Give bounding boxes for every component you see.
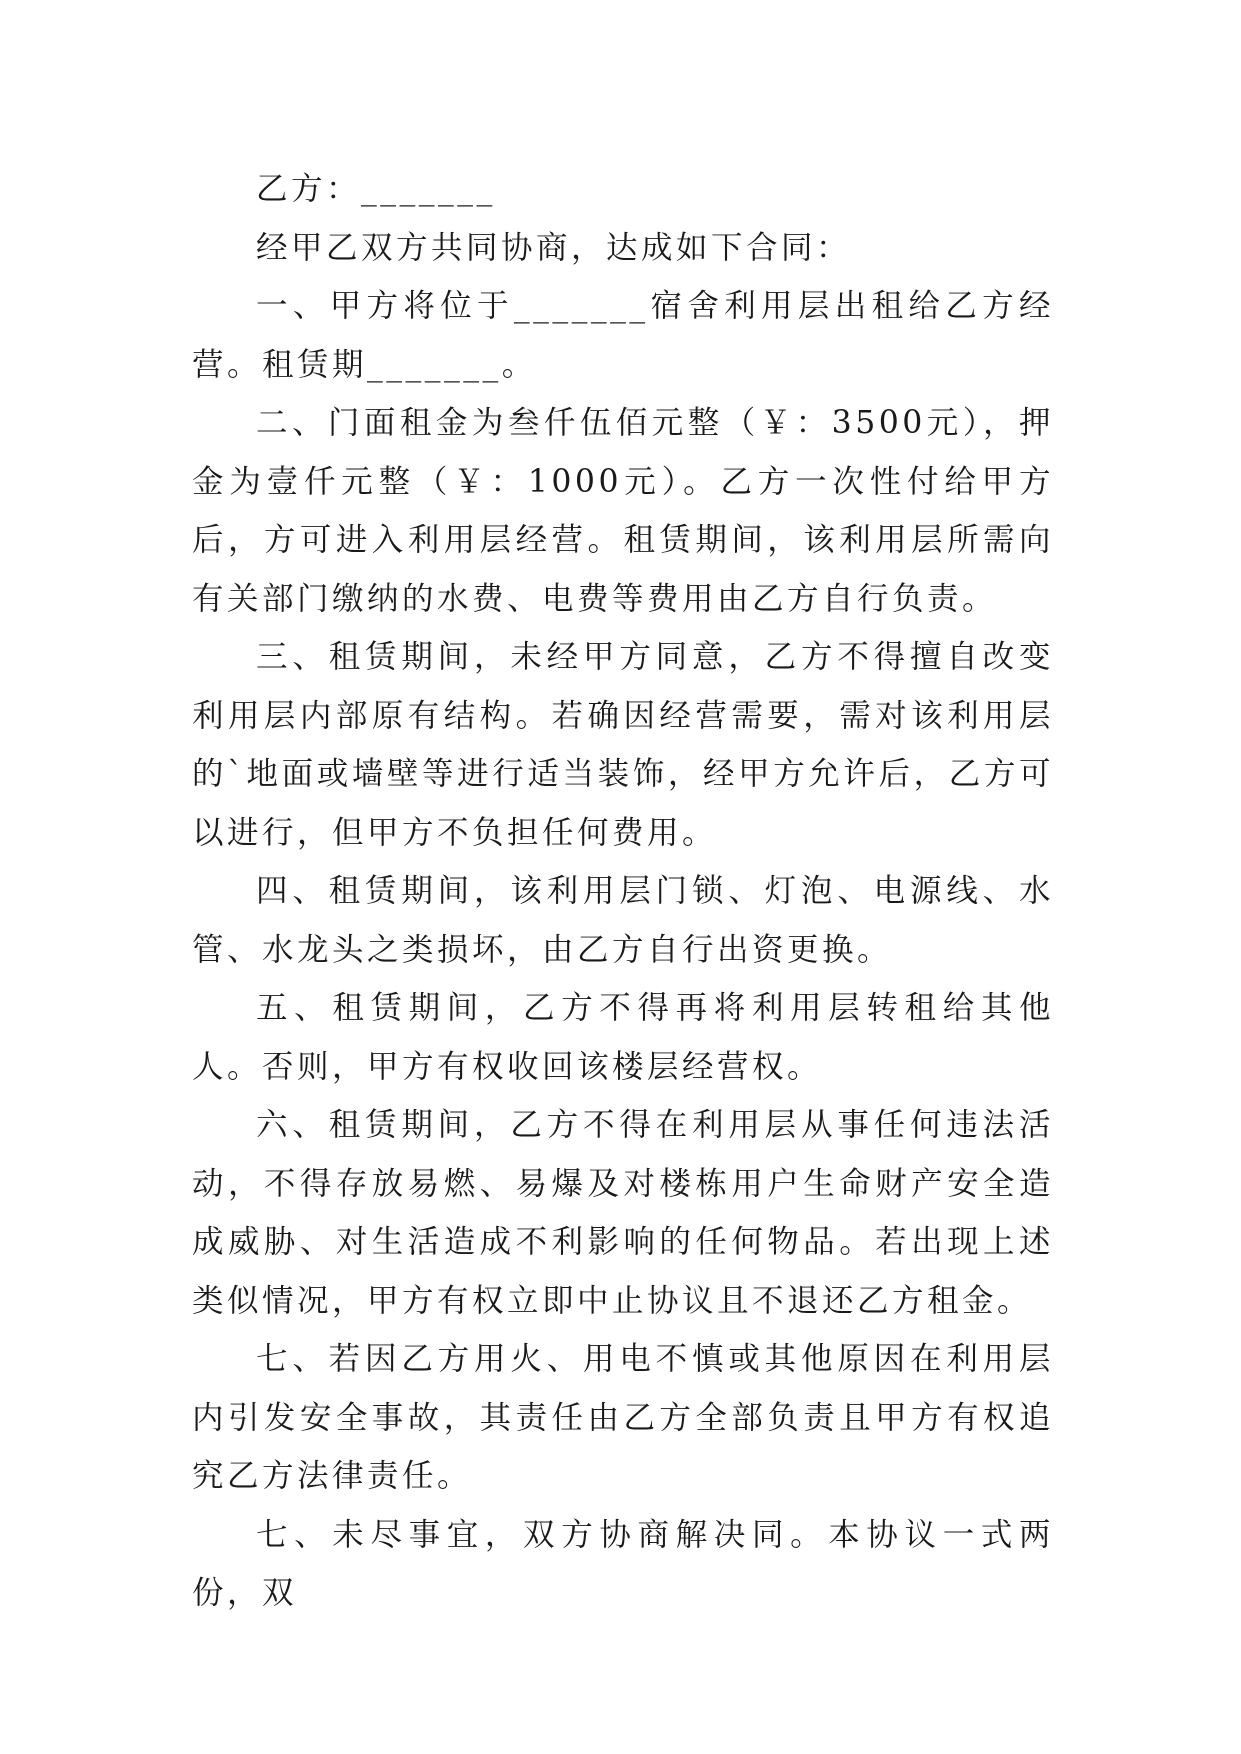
party-b-line: 乙方：_______ <box>256 171 496 207</box>
clause-6: 六、租赁期间，乙方不得在利用层从事任何违法活动，不得存放易燃、易爆及对楼栋用户生命财产安全造成威胁、对生活造成不利影响的任何物品。若出现上述类似情况，甲方有权立即中止协议且不退还乙方租金。 <box>192 1107 1054 1319</box>
clause-4: 四、租赁期间，该利用层门锁、灯泡、电源线、水管、水龙头之类损坏，由乙方自行出资更换。 <box>192 873 1054 968</box>
clause-5: 五、租赁期间，乙方不得再将利用层转租给其他人。否则，甲方有权收回该楼层经营权。 <box>192 990 1054 1085</box>
clause-2: 二、门面租金为叁仟伍佰元整（￥：3500元），押金为壹仟元整（￥：1000元）。乙方一次性付给甲方后，方可进入利用层经营。租赁期间，该利用层所需向有关部门缴纳的水费、电费等费用由乙方自行负责。 <box>192 405 1054 617</box>
document-body <box>192 160 1054 1623</box>
clause-3: 三、租赁期间，未经甲方同意，乙方不得擅自改变利用层内部原有结构。若确因经营需要，需对该利用层的`地面或墙壁等进行适当装饰，经甲方允许后，乙方可以进行，但甲方不负担任何费用。 <box>192 639 1054 851</box>
clause-1: 一、甲方将位于_______宿舍利用层出租给乙方经营。租赁期_______。 <box>192 288 1054 383</box>
clause-7-misc: 七、未尽事宜，双方协商解决同。本协议一式两份，双 <box>192 1516 1054 1611</box>
clause-7: 七、若因乙方用火、用电不慎或其他原因在利用层内引发安全事故，其责任由乙方全部负责且甲方有权追究乙方法律责任。 <box>192 1341 1054 1494</box>
agreement-intro: 经甲乙双方共同协商，达成如下合同： <box>256 229 852 266</box>
